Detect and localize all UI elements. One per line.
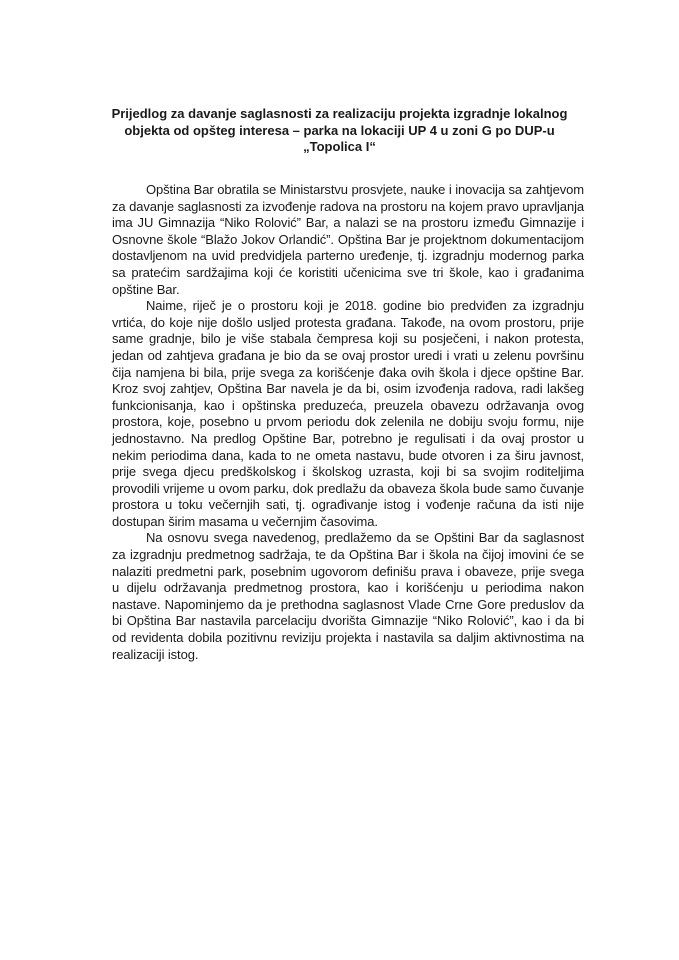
title-line-1: Prijedlog za davanje saglasnosti za realizaciju projekta izgradnje lokalnog <box>111 106 568 121</box>
paragraph-2: Naime, riječ je o prostoru koji je 2018. godine bio predviđen za izgradnju vrtića, do koje nije došlo usljed protesta građana. Takođe, na ovom prostoru, prije same gradnje, bilo je više stabala čempresa koji su posječeni, i nakon protesta, jedan od zahtjeva građana je bio da se ovaj prostor uredi i vrati u zelenu površinu čija namjena bi bila, prije svega za korišćenje đaka ovih škola i djece opštine Bar. Kroz svoj zahtjev, Opština Bar navela je da bi, osim izvođenja radova, radi lakšeg funkcionisanja, kao i opštinska preduzeća, preuzela obavezu održavanja ovog prostora, koje, posebno u prvom periodu dok zelenila ne dobiju svoju formu, nije jednostavno. Na predlog Opštine Bar, potrebno je regulisati i da ovaj prostor u nekim periodima dana, kada to ne ometa nastavu, bude otvoren i za širu javnost, prije svega djecu predškolskog i školskog uzrasta, koji bi sa svojim roditeljima provodili vrijeme u ovom parku, dok predlažu da obaveza škola bude samo čuvanje prostora u toku večernjih sati, tj. ograđivanje istog i vođenje računa da isti nije dostupan širim masama u večernjim časovima. <box>112 298 584 529</box>
document-body <box>112 182 584 663</box>
paragraph-1: Opština Bar obratila se Ministarstvu prosvjete, nauke i inovacija sa zahtjevom za davanje saglasnosti za izvođenje radova na prostoru na kojem pravo upravljanja ima JU Gimnazija “Niko Rolović” Bar, a nalazi se na prostoru između Gimnazije i Osnovne škole “Blažo Jokov Orlandić”. Opština Bar je projektnom dokumentacijom dostavljenom na uvid predvidjela parterno uređenje, tj. izgradnju modernog parka sa pratećim sardžajima koji će koristiti učenicima sve tri škole, kao i građanima opštine Bar. <box>112 182 584 297</box>
title-line-3: „Topolica I“ <box>303 139 376 154</box>
document-title <box>80 106 599 156</box>
paragraph-3: Na osnovu svega navedenog, predlažemo da se Opštini Bar da saglasnost za izgradnju predmetnog sadržaja, te da Opština Bar i škola na čijoj imovini će se nalaziti predmetni park, posebnim ugovorom definišu prava i obaveze, prije svega u dijelu održavanja predmetnog prostora, kao i korišćenju u periodima nakon nastave. Napominjemo da je prethodna saglasnost Vlade Crne Gore preduslov da bi Opština Bar nastavila parcelaciju dvorišta Gimnazije “Niko Rolović”, kao i da bi od revidenta dobila pozitivnu reviziju projekta i nastavila sa daljim aktivnostima na realizaciji istog. <box>112 530 584 662</box>
title-line-2: objekta od opšteg interesa – parka na lokaciji UP 4 u zoni G po DUP-u <box>124 122 555 138</box>
